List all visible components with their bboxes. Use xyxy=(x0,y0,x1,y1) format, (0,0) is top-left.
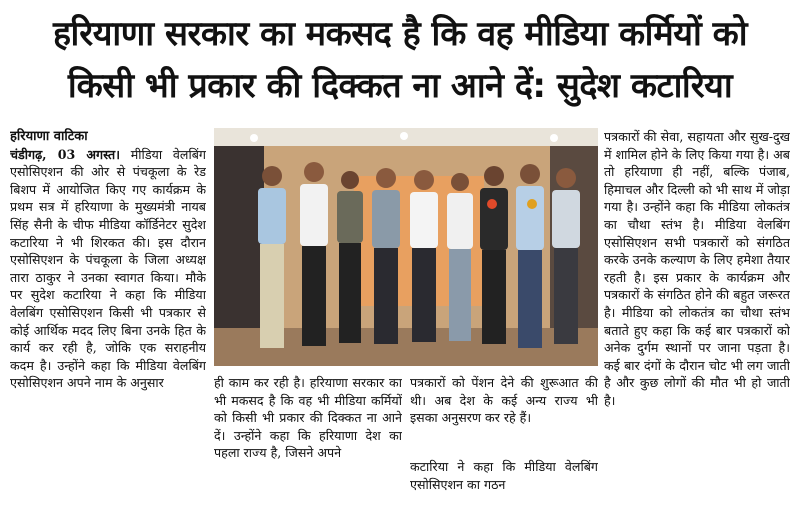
badge-icon xyxy=(487,199,497,209)
dark-panel-left xyxy=(214,146,264,346)
news-source: हरियाणा वाटिका xyxy=(10,129,88,144)
column-4-body: पत्रकारों की सेवा, सहायता और सुख-दुख में शामिल होने के लिए किया गया है। अब तो हरियाणा ही नहीं, बल्कि पंजाब, हिमाचल और दिल्ली को भी साथ में जोड़ा गया है। उन्होंने कहा कि मीडिया लोकतंत्र का चौथा स्तंभ है। मीडिया वेलबिंग एसोसिएशन सभी पत्रकारों को संगठित करके उनके कल्याण के लिए हमेशा तैयार रहती है। इस प्रकार के कार्यक्रम और पत्रकारों के संगठित होने की बहुत जरूरत है। मीडिया को लोकतंत्र का चौथा स्तंभ बताते हुए कहा कि कई बार पत्रकारों को अनेक दुर्गम स्थानों पर जाना पड़ता है। कई बार दंगों के दौरान चोट भी लग जाती है और कुछ लोगों की मौत भी हो जाती है। xyxy=(604,129,790,408)
ceiling-light xyxy=(550,134,558,142)
column-1-text xyxy=(10,146,206,392)
headline-line-1: हरियाणा सरकार का मकसद है कि वह मीडिया कर्मियों को xyxy=(52,14,748,54)
article-column-3b xyxy=(410,458,598,504)
column-1-body: मीडिया वेलबिंग एसोसिएशन की ओर से पंचकूला के रेड बिशप में आयोजित किए गए कार्यक्रम के प्रथम सत्र में हरियाणा के मुख्यमंत्री नायब सिंह सैनी के चीफ मीडिया कॉर्डिनेटर सुदेश कटारिया ने भी शिरकत की। इस दौरान एसोसिएशन के पंचकूला के जिला अध्यक्ष तारा ठाकुर ने उनका स्वागत किया। मौके पर सुदेश कटारिया ने कहा कि मीडिया वेलबिंग एसोसिएशन किसी भी पत्रकार से कोई आर्थिक मदद लिए बिना उनके हित के कार्य कर रही है, जोकि एक सराहनीय कदम है। उन्होंने कहा कि मीडिया वेलबिंग एसोसिएशन अपने नाम के अनुसार xyxy=(10,146,206,391)
person-3 xyxy=(337,171,363,343)
person-6 xyxy=(447,173,473,341)
group-photo-illustration xyxy=(214,128,598,366)
person-2 xyxy=(300,162,328,346)
column-3b-body: कटारिया ने कहा कि मीडिया वेलबिंग एसोसिएशन का गठन xyxy=(410,459,598,492)
article-column-2 xyxy=(214,374,402,504)
person-8 xyxy=(516,164,544,348)
article-column-1 xyxy=(10,128,206,504)
person-4 xyxy=(372,168,400,344)
person-5 xyxy=(410,170,438,342)
badge-icon xyxy=(527,199,537,209)
person-9 xyxy=(552,168,580,344)
column-2-body: ही काम कर रही है। हरियाणा सरकार का भी मकसद है कि वह भी मीडिया कर्मियों को किसी भी प्रकार की दिक्कत ना आने दें। उन्होंने कहा कि हरियाणा देश का पहला राज्य है, जिसने अपने xyxy=(214,375,402,461)
ceiling-light xyxy=(250,134,258,142)
column-3a-body: पत्रकारों को पेंशन देने की शुरूआत की थी। अब देश के कई अन्य राज्य भी इसका अनुसरण कर रहे हैं। xyxy=(410,375,598,426)
article-column-4 xyxy=(604,128,790,504)
ceiling-light xyxy=(400,132,408,140)
headline-line-2: किसी भी प्रकार की दिक्कत ना आने दें: सुदेश कटारिया xyxy=(67,66,733,106)
headline xyxy=(0,0,800,122)
dateline: चंडीगढ़, 03 अगस्त। xyxy=(10,146,120,162)
event-photo xyxy=(214,128,598,366)
person-1 xyxy=(258,166,286,348)
person-7 xyxy=(480,166,508,344)
